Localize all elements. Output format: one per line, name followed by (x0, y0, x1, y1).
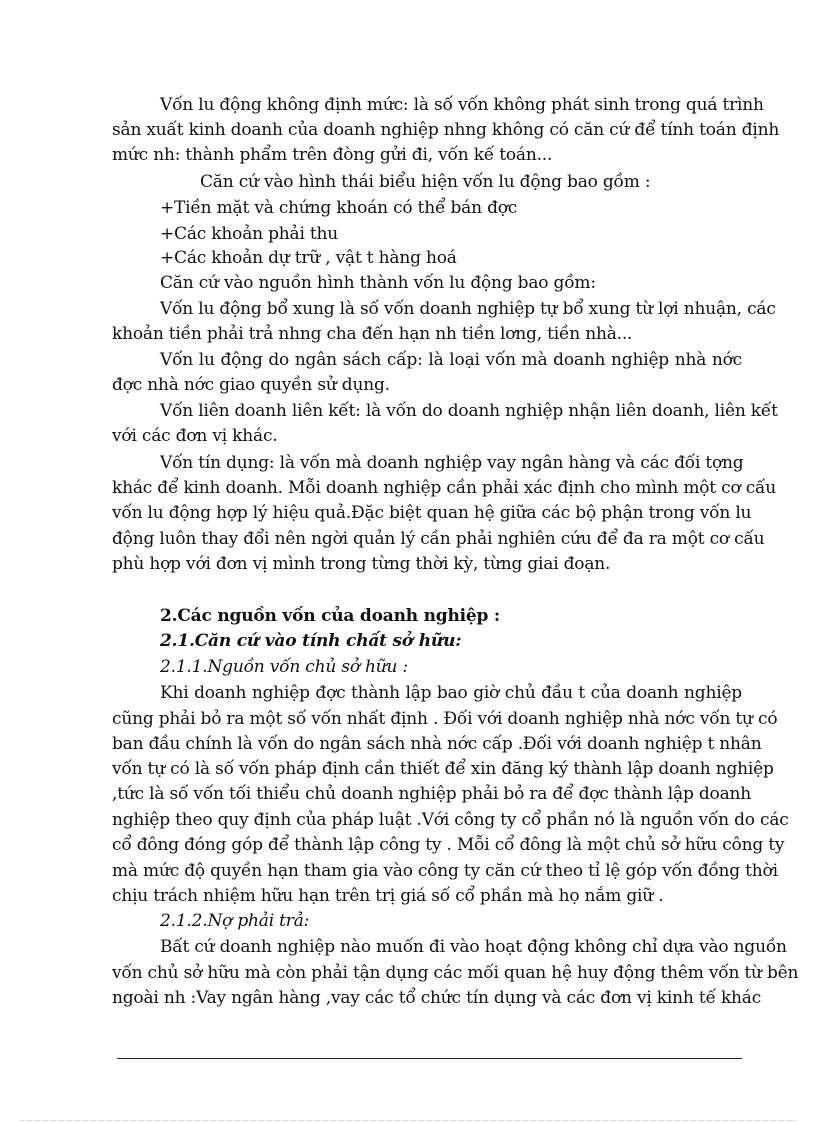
body-line: phù hợp với đơn vị mình trong từng thời kỳ, từng giai đoạn. (112, 554, 611, 574)
list-item: +Các khoản dự trữ , vật t hàng hoá (160, 248, 457, 268)
body-line: Vốn tín dụng: là vốn mà doanh nghiệp vay ngân hàng và các đối tợng (160, 453, 744, 473)
body-line: chịu trách nhiệm hữu hạn trên trị giá số cổ phần mà họ nắm giữ . (112, 886, 664, 906)
subsection-heading: 2.1.Căn cứ vào tính chất sở hữu: (160, 631, 462, 651)
footer-rule (117, 1058, 742, 1059)
body-line: vốn tự có là số vốn pháp định cần thiết để xin đăng ký thành lập doanh nghiệp (112, 759, 774, 779)
body-line: động luôn thay đổi nên ngời quản lý cần phải nghiên cứu để đa ra một cơ cấu (112, 529, 765, 549)
body-line: với các đơn vị khác. (112, 426, 278, 446)
body-line: Căn cứ vào hình thái biểu hiện vốn lu động bao gồm : (200, 172, 651, 192)
body-line: cổ đông đóng góp để thành lập công ty . Mỗi cổ đông là một chủ sở hữu công ty (112, 835, 785, 855)
body-line: Khi doanh nghiệp đợc thành lập bao giờ chủ đầu t của doanh nghiệp (160, 683, 742, 703)
list-item: +Tiền mặt và chứng khoán có thể bán đợc (160, 198, 518, 218)
body-line: đợc nhà nớc giao quyền sử dụng. (112, 375, 390, 395)
body-line: sản xuất kinh doanh của doanh nghiệp nhng không có căn cứ để tính toán định (112, 120, 780, 140)
list-item: +Các khoản phải thu (160, 224, 339, 244)
body-line: khoản tiền phải trả nhng cha đến hạn nh tiền lơng, tiền nhà... (112, 324, 633, 344)
section-heading: 2.Các nguồn vốn của doanh nghiệp : (160, 606, 500, 626)
body-line: ban đầu chính là vốn do ngân sách nhà nớc cấp .Đối với doanh nghiệp t nhân (112, 734, 762, 754)
subsubsection-heading: 2.1.2.Nợ phải trả: (160, 911, 310, 931)
body-line: Căn cứ vào nguồn hình thành vốn lu động bao gồm: (160, 273, 596, 293)
body-line: vốn chủ sở hữu mà còn phải tận dụng các mối quan hệ huy động thêm vốn từ bên (112, 963, 799, 983)
body-line: Vốn lu động không định mức: là số vốn không phát sinh trong quá trình (160, 95, 764, 115)
body-line: Vốn lu động bổ xung là số vốn doanh nghiệp tự bổ xung từ lợi nhuận, các (160, 299, 776, 319)
body-line: nghiệp theo quy định của pháp luật .Với công ty cổ phần nó là nguồn vốn do các (112, 810, 789, 830)
body-line: mức nh: thành phẩm trên đòng gửi đi, vốn kế toán... (112, 145, 553, 165)
body-line: cũng phải bỏ ra một số vốn nhất định . Đối với doanh nghiệp nhà nớc vốn tự có (112, 709, 778, 729)
page-edge-divider (20, 1120, 796, 1121)
body-line: Vốn lu động do ngân sách cấp: là loại vốn mà doanh nghiệp nhà nớc (160, 350, 742, 370)
body-line: vốn lu động hợp lý hiệu quả.Đặc biệt quan hệ giữa các bộ phận trong vốn lu (112, 503, 752, 523)
body-line: mà mức độ quyền hạn tham gia vào công ty căn cứ theo tỉ lệ góp vốn đồng thời (112, 861, 778, 881)
body-line: Vốn liên doanh liên kết: là vốn do doanh nghiệp nhận liên doanh, liên kết (160, 401, 778, 421)
subsubsection-heading: 2.1.1.Nguồn vốn chủ sở hữu : (160, 657, 409, 677)
body-line: ngoài nh :Vay ngân hàng ,vay các tổ chức tín dụng và các đơn vị kinh tế khác (112, 988, 762, 1008)
body-line: khác để kinh doanh. Mỗi doanh nghiệp cần phải xác định cho mình một cơ cấu (112, 478, 776, 498)
body-line: ,tức là số vốn tối thiểu chủ doanh nghiệp phải bỏ ra để đợc thành lập doanh (112, 784, 752, 804)
body-line: Bất cứ doanh nghiệp nào muốn đi vào hoạt động không chỉ dựa vào nguồn (160, 937, 787, 957)
